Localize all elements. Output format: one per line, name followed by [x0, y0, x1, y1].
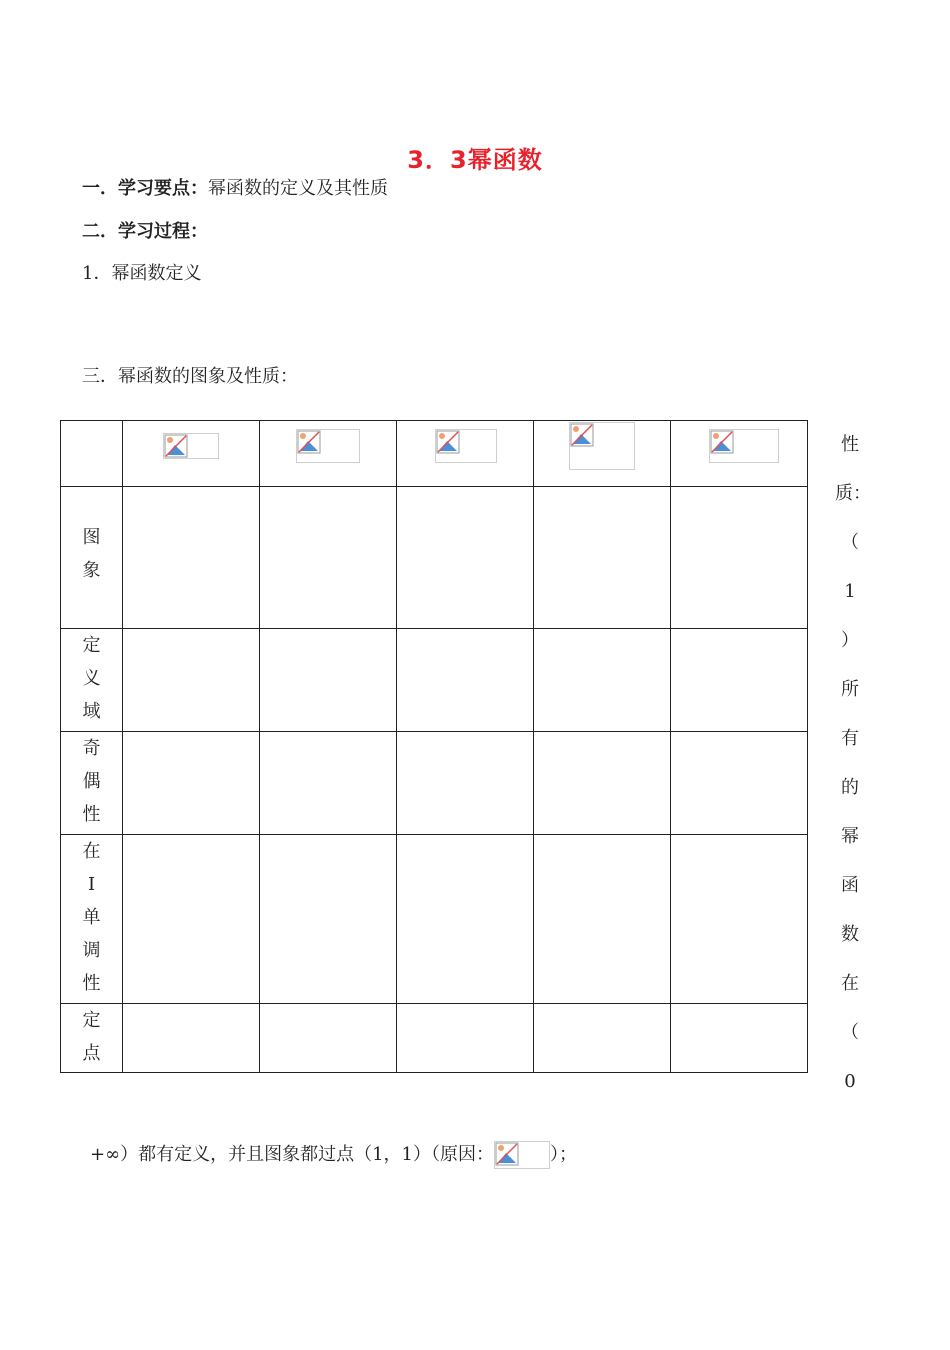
- table-cell[interactable]: [260, 487, 397, 629]
- bottom-text-after: ）；: [549, 1144, 577, 1165]
- function-cell: [671, 421, 808, 487]
- table-cell[interactable]: [534, 732, 671, 835]
- table-cell[interactable]: [397, 732, 534, 835]
- table-cell[interactable]: [260, 629, 397, 732]
- table-cell[interactable]: [671, 487, 808, 629]
- row-header-domain: 定 义 域: [61, 629, 123, 732]
- table-row: [61, 835, 808, 1004]
- table-cell[interactable]: [123, 487, 260, 629]
- table-cell[interactable]: [397, 629, 534, 732]
- table-cell[interactable]: [534, 629, 671, 732]
- bottom-text-before: +∞）都有定义，并且图象都过点（1，1）（原因：: [90, 1144, 494, 1165]
- table-row: [61, 487, 808, 629]
- table-header-row: [61, 421, 808, 487]
- table-cell[interactable]: [534, 1004, 671, 1073]
- table-row: [61, 629, 808, 732]
- table-cell[interactable]: [534, 487, 671, 629]
- broken-image-icon: [709, 429, 779, 463]
- table-cell[interactable]: [671, 835, 808, 1004]
- table-cell[interactable]: [397, 487, 534, 629]
- table-cell[interactable]: [260, 732, 397, 835]
- function-cell: [534, 421, 671, 487]
- row-header-monotonicity: 在 I 单 调 性: [61, 835, 123, 1004]
- row-header-fixed-point: 定 点: [61, 1004, 123, 1073]
- table-cell[interactable]: [397, 1004, 534, 1073]
- section-1-label: 一．学习要点：: [82, 178, 208, 199]
- page-title: 3．3幂函数: [407, 146, 543, 174]
- row-header-parity: 奇 偶 性: [61, 732, 123, 835]
- table-cell[interactable]: [260, 1004, 397, 1073]
- function-cell: [123, 421, 260, 487]
- table-cell[interactable]: [123, 732, 260, 835]
- table-cell[interactable]: [534, 835, 671, 1004]
- broken-image-icon: [435, 429, 497, 463]
- table-row: [61, 732, 808, 835]
- function-cell: [260, 421, 397, 487]
- table-cell[interactable]: [123, 835, 260, 1004]
- bottom-sentence: [90, 1140, 577, 1169]
- side-vertical-text: 性 质： （ 1 ） 所 有 的 幂 函 数 在 （ 0: [835, 434, 871, 1092]
- broken-image-icon: [494, 1141, 550, 1169]
- item-1: 1．幂函数定义: [82, 263, 202, 284]
- broken-image-icon: [163, 433, 219, 459]
- table-row: [61, 1004, 808, 1073]
- corner-cell: [61, 421, 123, 487]
- broken-image-icon: [296, 429, 360, 463]
- section-3: 三．幂函数的图象及性质：: [82, 366, 298, 387]
- table-cell[interactable]: [123, 629, 260, 732]
- table-cell[interactable]: [671, 1004, 808, 1073]
- table-cell[interactable]: [671, 732, 808, 835]
- row-header-graph: 图 象: [61, 487, 123, 629]
- broken-image-icon: [569, 422, 635, 470]
- section-1-text: 幂函数的定义及其性质: [208, 178, 388, 199]
- function-cell: [397, 421, 534, 487]
- table-cell[interactable]: [260, 835, 397, 1004]
- properties-table: [60, 420, 808, 1073]
- section-1: [82, 174, 388, 200]
- table-cell[interactable]: [671, 629, 808, 732]
- table-cell[interactable]: [123, 1004, 260, 1073]
- table-cell[interactable]: [397, 835, 534, 1004]
- section-2-label: 二．学习过程：: [82, 221, 208, 242]
